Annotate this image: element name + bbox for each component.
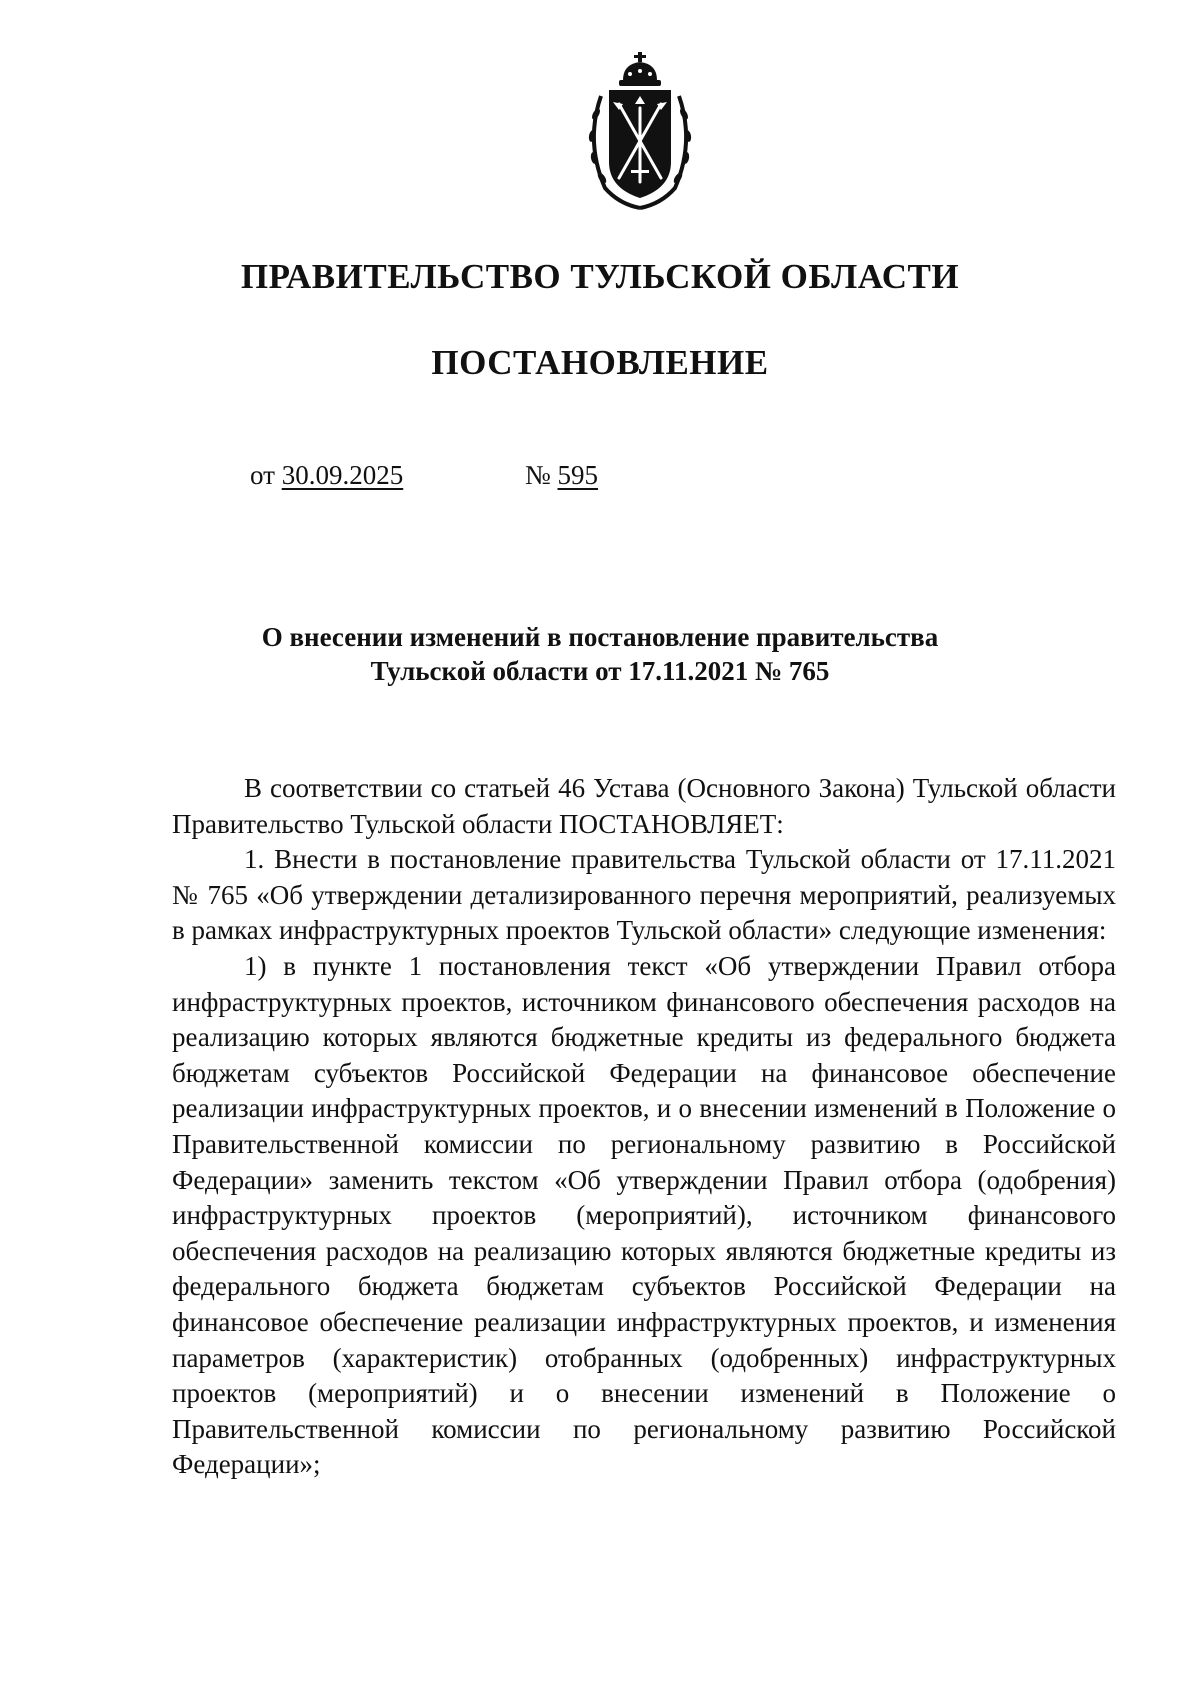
date-value: 30.09.2025 (281, 460, 404, 490)
subject-line-1: О внесении изменений в постановление правительства (261, 622, 939, 652)
document-subject (0, 620, 1200, 688)
organization-title: ПРАВИТЕЛЬСТВО ТУЛЬСКОЙ ОБЛАСТИ (240, 257, 960, 296)
document-date (250, 460, 403, 491)
document-body (172, 771, 1116, 1483)
subject-line-2: Тульской области от 17.11.2021 № 765 (370, 656, 830, 686)
document-type-title: ПОСТАНОВЛЕНИЕ (431, 343, 769, 382)
body-paragraph: В соответствии со статьей 46 Устава (Основного Закона) Тульской области Правительство Тульской области ПОСТАНОВЛЯЕТ: (172, 773, 1116, 839)
number-value: 595 (557, 460, 599, 490)
body-paragraph: 1) в пункте 1 постановления текст «Об утверждении Правил отбора инфраструктурных проектов, источником финансового обеспечения расходов на реализацию которых являются бюджетные кредиты из федерального бюджета бюджетам субъектов Российской Федерации на финансовое обеспечение реализации инфраструктурных проектов, и о внесении изменений в Положение о Правительственной комиссии по региональному развитию в Российской Федерации» заменить текстом «Об утверждении Правил отбора (одобрения) инфраструктурных проектов (мероприятий), источником финансового обеспечения расходов на реализацию которых являются бюджетные кредиты из федерального бюджета бюджетам субъектов Российской Федерации на финансовое обеспечение реализации инфраструктурных проектов, и изменения параметров (характеристик) отобранных (одобренных) инфраструктурных проектов (мероприятий) и о внесении изменений в Положение о Правительственной комиссии по региональному развитию Российской Федерации»; (172, 950, 1116, 1480)
body-paragraph: 1. Внести в постановление правительства Тульской области от 17.11.2021 № 765 «Об утверждении детализированного перечня мероприятий, реализуемых в рамках инфраструктурных проектов Тульской области» следующие изменения: (172, 844, 1116, 946)
tula-coat-of-arms-icon (583, 52, 697, 212)
document-number (525, 460, 598, 491)
number-prefix: № (525, 460, 551, 490)
date-prefix: от (250, 460, 275, 490)
